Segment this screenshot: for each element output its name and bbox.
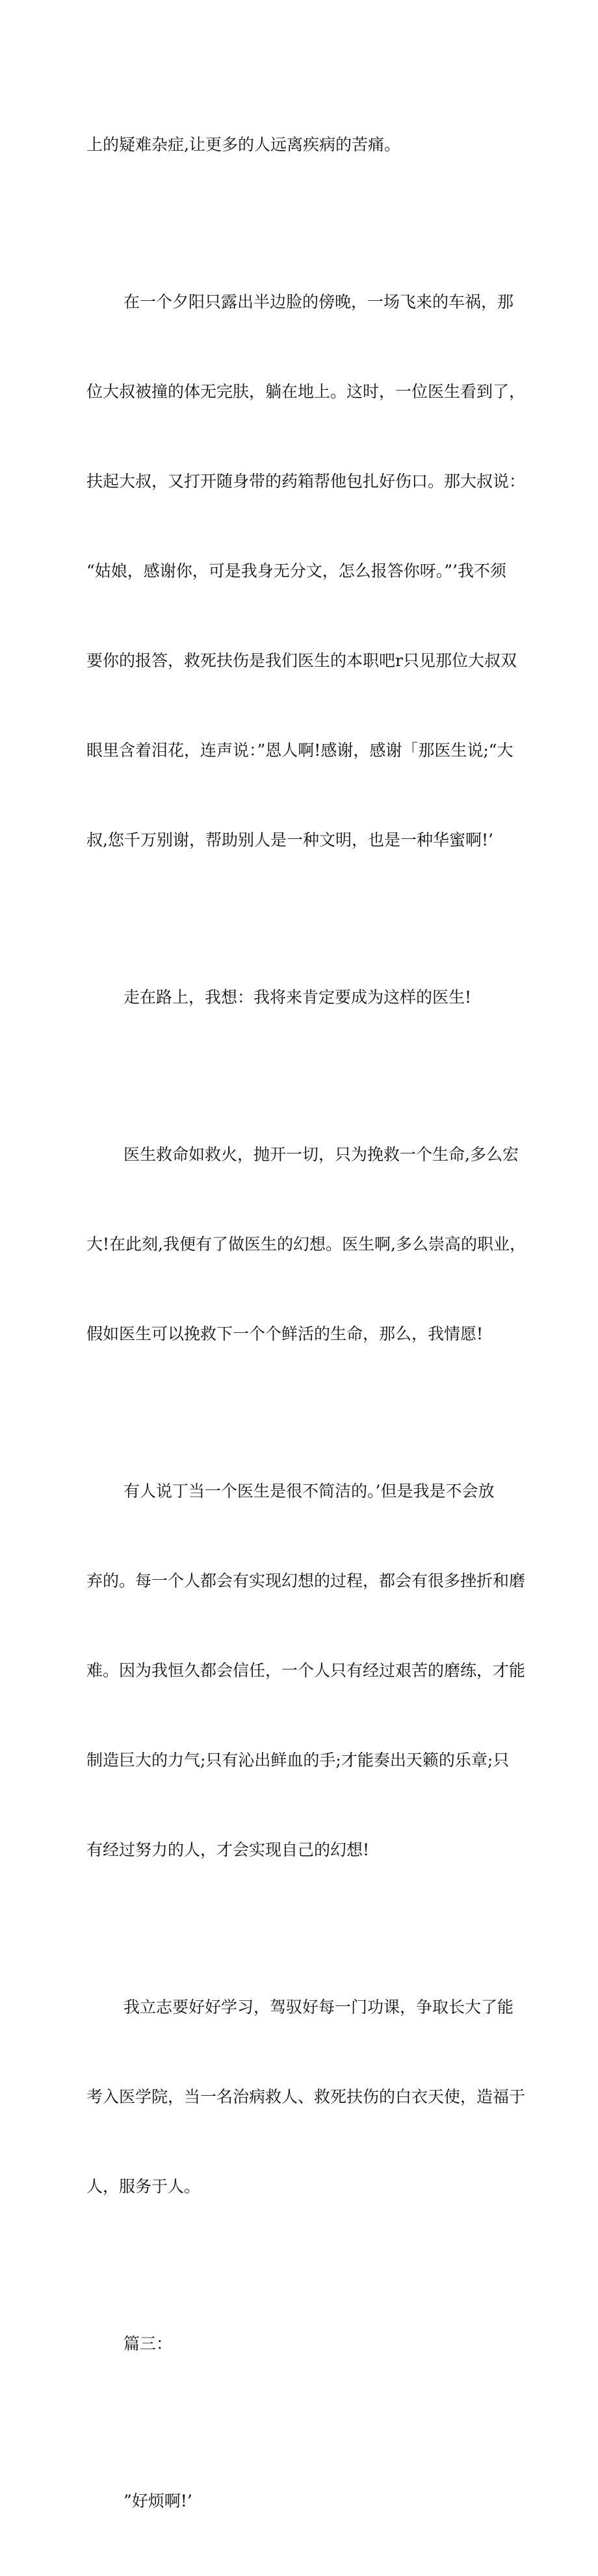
document-body	[86, 70, 526, 2576]
text-line: 要你的报答，救死扶伤是我们医生的本职吧r只见那位大叔双	[86, 651, 517, 670]
text-line: 上的疑难杂症,让更多的人远离疾病的苦痛。	[86, 135, 400, 154]
paragraph-6	[86, 1933, 526, 2261]
text-line: 在一个夕阳只露出半边脸的傍晚，一场飞来的车祸，那	[124, 292, 514, 311]
text-line: 叔,您千万别谢，帮助别人是一种文明，也是一种华蜜啊!’	[86, 831, 493, 849]
paragraph-3	[86, 923, 515, 1072]
text-line: 考入医学院，当一名治病救人、救死扶伤的白衣天使，造福于	[86, 2087, 526, 2106]
paragraph-2	[86, 227, 526, 915]
paragraph-1	[86, 70, 515, 220]
paragraph-4	[86, 1080, 526, 1409]
text-line: “姑娘，感谢你，可是我身无分文，怎么报答你呀。”’我不须	[86, 561, 507, 580]
text-line: 假如医生可以挽救下一个个鲜活的生命，那么，我情愿!	[86, 1324, 484, 1343]
text-line: ”好烦啊!’	[124, 2492, 192, 2510]
paragraph-8	[86, 2427, 515, 2576]
text-line: 我立志要好好学习，驾驭好每一门功课，争取长大了能	[124, 1998, 514, 2016]
text-line: 有人说丁当一个医生是很不简洁的。’但是我是不会放	[124, 1482, 495, 1501]
text-line: 弃的。每一个人都会有实现幻想的过程，都会有很多挫折和磨	[86, 1571, 526, 1590]
text-line: 人，服务于人。	[86, 2177, 201, 2196]
text-line: 制造巨大的力气;只有沁出鲜血的手;才能奏出天籁的乐章;只	[86, 1751, 510, 1770]
text-line: 大!在此刻,我便有了做医生的幻想。医生啊,多么崇高的职业，	[86, 1235, 526, 1254]
text-line: 有经过努力的人，才会实现自己的幻想!	[86, 1840, 370, 1859]
text-line: 篇三：	[124, 2334, 173, 2353]
section-heading	[86, 2269, 515, 2419]
text-line: 眼里含着泪花，连声说：”恩人啊!感谢，感谢「那医生说;“大	[86, 741, 514, 760]
text-line: 扶起大叔，又打开随身带的药箱帮他包扎好伤口。那大叔说：	[86, 472, 526, 491]
text-line: 位大叔被撞的体无完肤，躺在地上。这时，一位医生看到了，	[86, 382, 526, 401]
text-line: 难。因为我恒久都会信任，一个人只有经过艰苦的磨练，才能	[86, 1661, 526, 1680]
paragraph-5	[86, 1417, 526, 1925]
text-line: 医生救命如救火，抛开一切，只为挽救一个生命,多么宏	[124, 1145, 519, 1164]
text-line: 走在路上，我想：我将来肯定要成为这样的医生!	[124, 988, 472, 1007]
